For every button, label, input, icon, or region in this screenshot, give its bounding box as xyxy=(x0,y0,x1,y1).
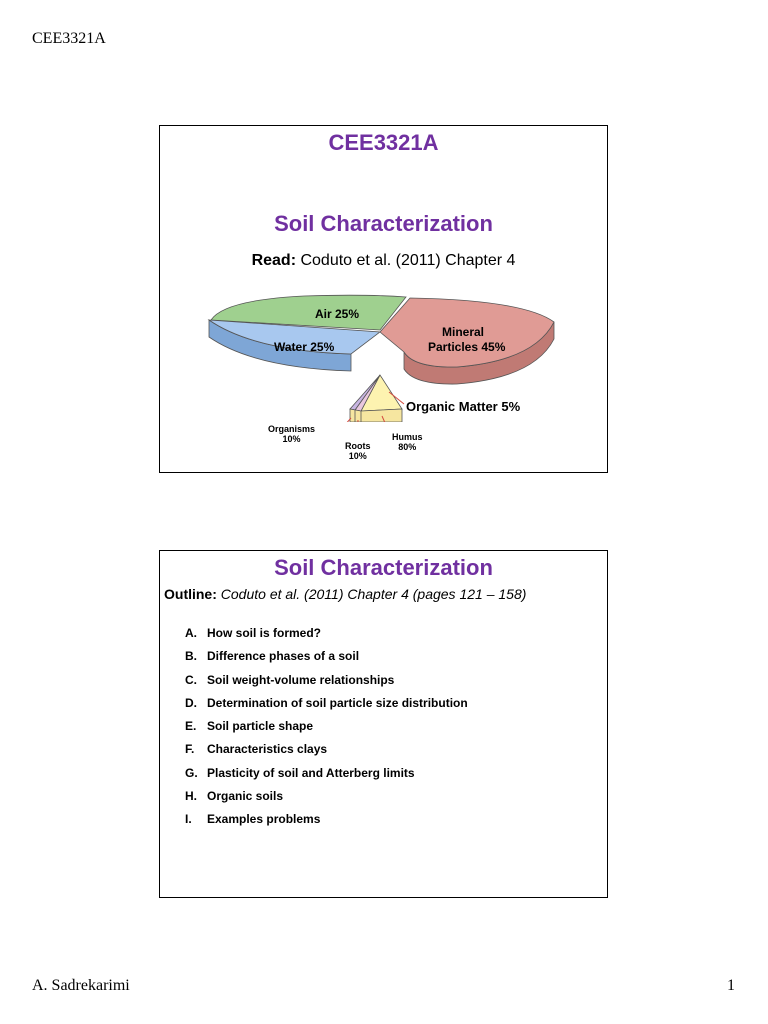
page-header: CEE3321A xyxy=(32,30,106,47)
label-water: Water 25% xyxy=(274,340,335,354)
label-mineral-line2: Particles 45% xyxy=(428,340,506,354)
outline-item xyxy=(185,626,468,649)
outline-item-text: Determination of soil particle size distribution xyxy=(207,695,468,710)
outline-item-letter: E. xyxy=(185,719,197,734)
outline-text: Coduto et al. (2011) Chapter 4 (pages 121 – 158) xyxy=(220,586,527,602)
outline-item-text: Plasticity of soil and Atterberg limits xyxy=(207,765,415,780)
outline-item-letter: I. xyxy=(185,812,192,827)
outline-item xyxy=(185,673,468,696)
outline-item-text: Organic soils xyxy=(207,789,284,804)
label-air: Air 25% xyxy=(315,307,360,321)
outline-item xyxy=(185,649,468,672)
page-number: 1 xyxy=(727,977,735,994)
outline-item xyxy=(185,742,468,765)
outline-item-text: How soil is formed? xyxy=(207,626,322,640)
label-humus: Humus 80% xyxy=(392,432,423,452)
outline-list xyxy=(185,626,468,836)
footer-author: A. Sadrekarimi xyxy=(32,977,130,994)
outline-item-letter: A. xyxy=(185,626,197,640)
read-label: Read: xyxy=(251,252,297,269)
outline-item xyxy=(185,719,468,742)
slide-2 xyxy=(159,550,608,898)
outline-reference xyxy=(164,586,526,602)
outline-item-text: Soil weight-volume relationships xyxy=(207,672,395,687)
label-roots: Roots 10% xyxy=(345,441,371,461)
outline-item-letter: G. xyxy=(185,765,198,780)
read-text: Coduto et al. (2011) Chapter 4 xyxy=(300,252,516,269)
slide-1-subtitle: Soil Characterization xyxy=(274,211,493,236)
label-organic-matter: Organic Matter 5% xyxy=(406,399,521,414)
outline-item-letter: H. xyxy=(185,789,197,804)
outline-item-text: Soil particle shape xyxy=(207,719,314,734)
outline-item xyxy=(185,766,468,789)
outline-item-letter: B. xyxy=(185,649,197,664)
label-mineral-line1: Mineral xyxy=(442,325,485,339)
reading-reference xyxy=(160,252,607,270)
outline-item xyxy=(185,812,468,835)
slide-2-title: Soil Characterization xyxy=(274,555,493,580)
outline-item-letter: F. xyxy=(185,742,195,757)
outline-item-text: Difference phases of a soil xyxy=(207,649,360,664)
outline-item-letter: C. xyxy=(185,672,197,687)
outline-label: Outline: xyxy=(164,586,217,602)
outline-item xyxy=(185,789,468,812)
slide-1-title: CEE3321A xyxy=(328,130,439,155)
label-organisms: Organisms 10% xyxy=(268,424,316,444)
outline-item-text: Characteristics clays xyxy=(207,742,328,757)
outline-item-letter: D. xyxy=(185,695,197,710)
slide-1 xyxy=(159,125,608,473)
outline-item xyxy=(185,696,468,719)
outline-item-text: Examples problems xyxy=(207,812,321,827)
